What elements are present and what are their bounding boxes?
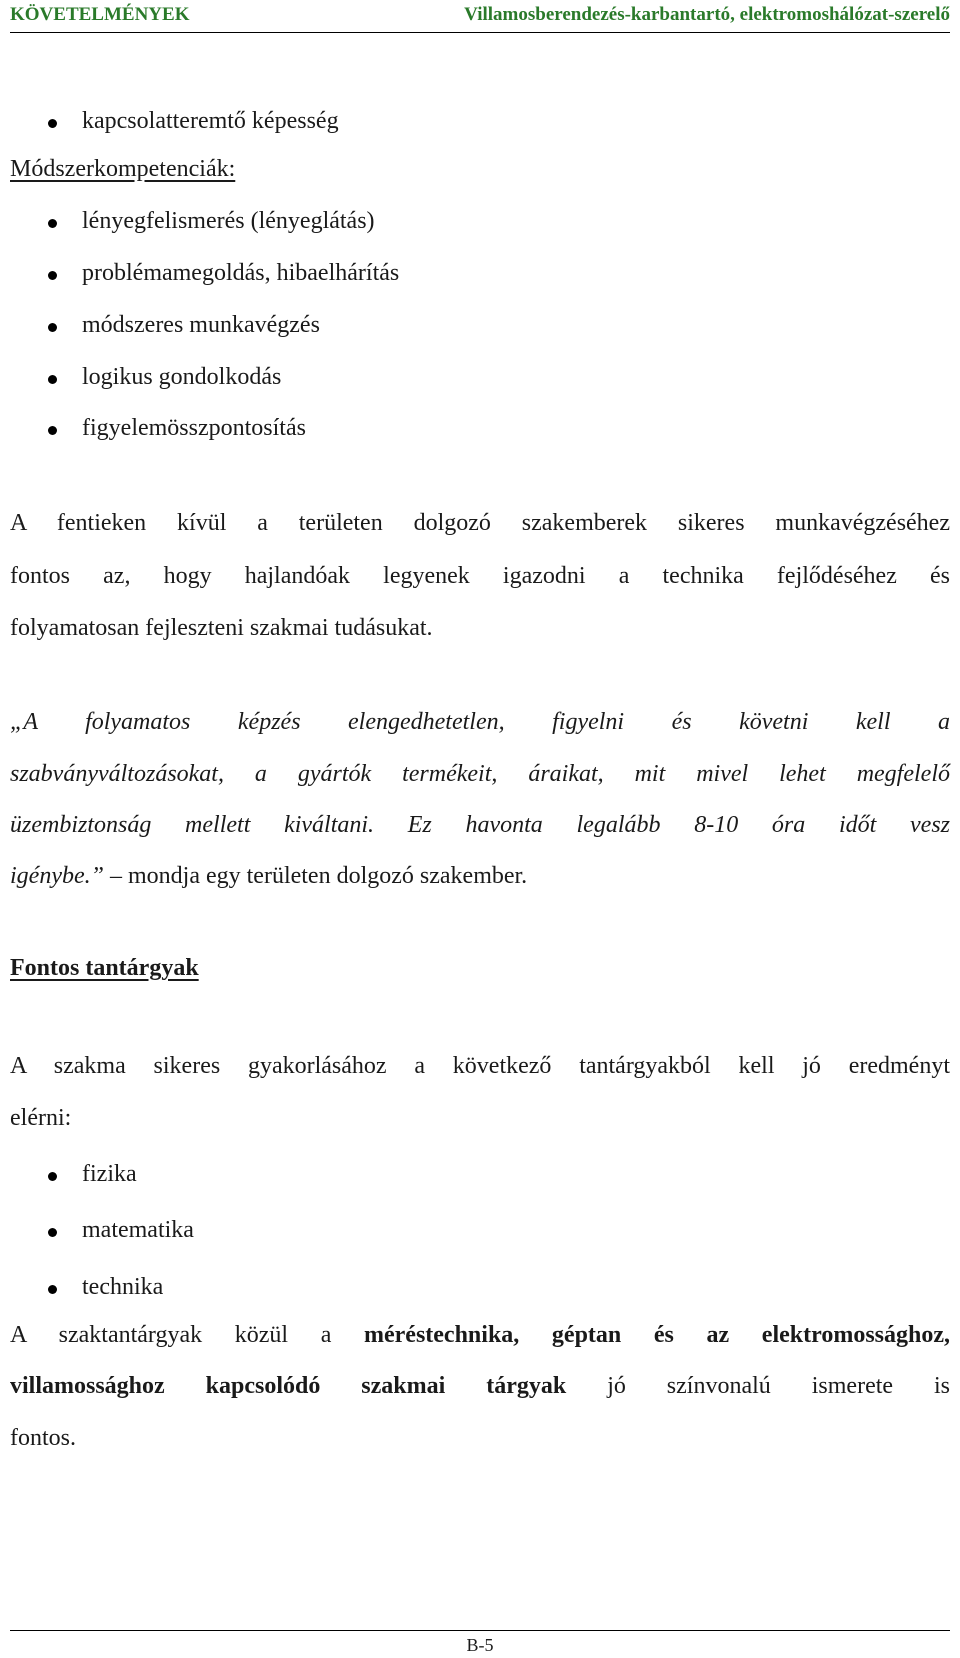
bullet-icon (48, 119, 57, 128)
paragraph-line: A fentieken kívül a területen dolgozó szakemberek sikeres munkavégzéséhez (10, 510, 950, 536)
quote-line: „A folyamatos képzés elengedhetetlen, figyelni és követni kell a (10, 709, 950, 735)
paragraph-line: folyamatosan fejleszteni szakmai tudásukat. (10, 615, 433, 641)
bullet-icon (48, 1285, 57, 1294)
bullet-icon (48, 271, 57, 280)
list-item-label: technika (82, 1274, 164, 1300)
list-item-label: logikus gondolkodás (82, 364, 282, 390)
bullet-icon (48, 1228, 57, 1237)
header-document-title: Villamosberendezés-karbantartó, elektromoshálózat-szerelő (464, 4, 950, 25)
header-section-title: KÖVETELMÉNYEK (10, 4, 190, 25)
paragraph-line: fontos az, hogy hajlandóak legyenek igazodni a technika fejlődéséhez és (10, 563, 950, 589)
list-item-label: matematika (82, 1217, 194, 1243)
list-item-label: módszeres munkavégzés (82, 312, 320, 338)
page-number: B-5 (10, 1630, 950, 1656)
method-competencies-title: Módszerkompetenciák: (10, 156, 236, 182)
list-item-label: problémamegoldás, hibaelhárítás (82, 260, 400, 286)
paragraph-line: A szaktantárgyak közül a méréstechnika, géptan és az elektromossághoz, (10, 1322, 950, 1348)
bullet-icon (48, 1172, 57, 1181)
quote-line: szabványváltozásokat, a gyártók termékeit, áraikat, mit mivel lehet megfelelő (10, 761, 950, 787)
paragraph-line: fontos. (10, 1425, 76, 1451)
paragraph-line: elérni: (10, 1105, 72, 1131)
paragraph-line: villamossághoz kapcsolódó szakmai tárgyak jó színvonalú ismerete is (10, 1373, 950, 1399)
bullet-icon (48, 323, 57, 332)
bullet-icon (48, 375, 57, 384)
list-item-label: fizika (82, 1161, 137, 1187)
quote-line: üzembiztonság mellett kiváltani. Ez havonta legalább 8-10 óra időt vesz (10, 812, 950, 838)
list-item-label: kapcsolatteremtő képesség (82, 108, 339, 134)
paragraph-line: A szakma sikeres gyakorlásához a következő tantárgyakból kell jó eredményt (10, 1053, 950, 1079)
list-item-label: figyelemösszpontosítás (82, 415, 306, 441)
bullet-icon (48, 426, 57, 435)
quote-line: igénybe.” – mondja egy területen dolgozó szakember. (10, 863, 528, 889)
section-heading: Fontos tantárgyak (10, 955, 199, 981)
page-header (10, 2, 950, 33)
list-item-label: lényegfelismerés (lényeglátás) (82, 208, 375, 234)
bullet-icon (48, 219, 57, 228)
